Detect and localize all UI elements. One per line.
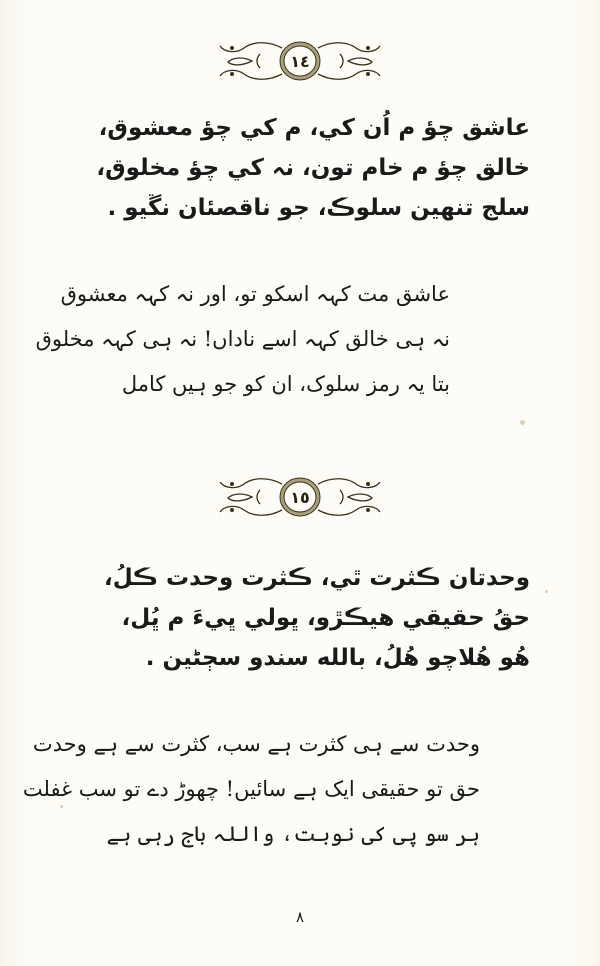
urdu-verse-line: بتا یہ رمز سلوک، ان کو جو ہیں کامل <box>121 372 450 396</box>
urdu-verse-line: عاشق مت کہہ اسکو تو، اور نہ کہہ معشوق <box>60 282 450 306</box>
urdu-verse-line: حق تو حقیقی ایک ہے سائیں! چھوڑ دے تو سب غفلت <box>22 777 480 801</box>
page-number: ٨ <box>295 908 305 926</box>
sindhi-verse <box>60 558 530 678</box>
sindhi-verse-line: حقُ حقيقي هيڪڙو، ڀولي ڀيءَ م ڀُل، <box>121 605 530 631</box>
urdu-verse-line: ہر سو پی کی نوبت، واللہ باج رہی ہے <box>106 822 480 846</box>
urdu-verse <box>22 722 480 857</box>
paper-speck <box>545 590 548 593</box>
paper-speck <box>520 420 525 425</box>
verse-number: ١٤ <box>290 51 310 71</box>
urdu-verse <box>35 272 450 407</box>
verse-number-ornament <box>212 470 388 526</box>
sindhi-verse-line: وحدتان ڪثرت ٿي، ڪثرت وحدت ڪلُ، <box>104 565 530 591</box>
verse-number: ١٥ <box>290 487 310 507</box>
sindhi-verse <box>60 108 530 228</box>
sindhi-verse-line: خالق چؤ م خام تون، نہ کي چؤ مخلوق، <box>96 155 530 181</box>
verse-number-ornament <box>212 34 388 90</box>
sindhi-verse-line: سلج تنهين سلوڪ، جو ناقصئان نڱيو . <box>107 195 530 221</box>
sindhi-verse-line: هُو هُلاچو هُلُ، بالله سندو سڄڻين . <box>145 645 530 671</box>
paper-speck <box>60 805 63 808</box>
urdu-verse-line: نہ ہی خالق کہہ اسے ناداں! نہ ہی کہہ مخلوق <box>35 327 450 351</box>
urdu-verse-line: وحدت سے ہی کثرت ہے سب، کثرت سے ہے وحدت <box>32 732 480 756</box>
sindhi-verse-line: عاشق چؤ م اُن کي، م کي چؤ معشوق، <box>98 115 530 141</box>
